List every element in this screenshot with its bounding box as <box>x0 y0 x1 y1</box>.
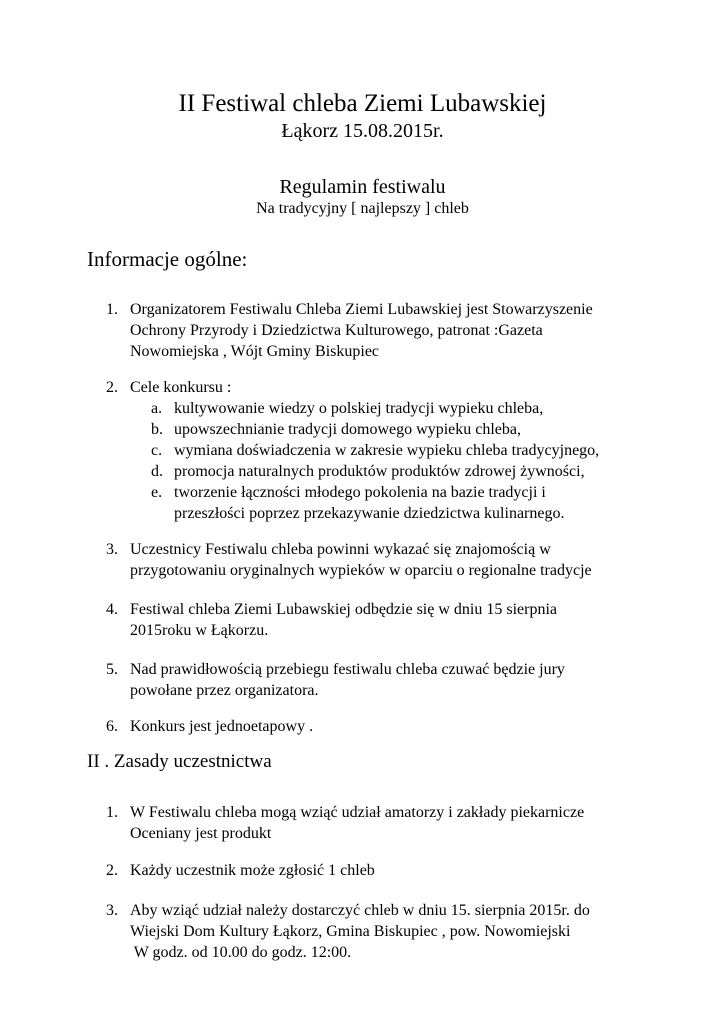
list-item-text: Wiejski Dom Kultury Łąkorz, Gmina Biskupiec , pow. Nowomiejski <box>130 923 571 940</box>
document-title: II Festiwal chleba Ziemi Lubawskiej <box>178 90 547 117</box>
sublist-item-text: przeszłości poprzez przekazywanie dziedzictwa kulinarnego. <box>174 505 565 522</box>
list-number: 1. <box>106 301 118 318</box>
sublist-item-text: promocja naturalnych produktów produktów zdrowej żywności, <box>174 463 585 480</box>
regulations-subtitle: Na tradycyjny [ najlepszy ] chleb <box>256 200 469 217</box>
sublist-letter: a. <box>151 400 163 417</box>
list-number: 2. <box>106 862 118 879</box>
list-item-text: Cele konkursu : <box>130 379 232 396</box>
sublist-letter: e. <box>151 484 163 501</box>
list-number: 2. <box>106 379 118 396</box>
list-number: 4. <box>106 601 118 618</box>
list-item-text: Organizatorem Festiwalu Chleba Ziemi Lubawskiej jest Stowarzyszenie <box>130 301 593 318</box>
document-date: Łąkorz 15.08.2015r. <box>281 120 444 142</box>
list-item-text: Nad prawidłowością przebiegu festiwalu chleba czuwać będzie jury <box>130 661 565 678</box>
list-number: 6. <box>106 718 118 735</box>
sublist-item-text: upowszechnianie tradycji domowego wypieku chleba, <box>174 421 521 438</box>
sublist-letter: c. <box>151 442 163 459</box>
list-item-text: Konkurs jest jednoetapowy . <box>130 718 314 735</box>
list-item-text: Każdy uczestnik może zgłosić 1 chleb <box>130 862 375 879</box>
list-item-text: Ochrony Przyrody i Dziedzictwa Kulturowego, patronat :Gazeta <box>130 322 543 339</box>
list-item-text: powołane przez organizatora. <box>130 682 319 699</box>
list-number: 5. <box>106 661 118 678</box>
list-item-text: 2015roku w Łąkorzu. <box>130 622 269 639</box>
list-item-text: Oceniany jest produkt <box>130 825 272 842</box>
list-number: 1. <box>106 804 118 821</box>
list-item-text: W godz. od 10.00 do godz. 12:00. <box>130 944 352 961</box>
list-item-text: Uczestnicy Festiwalu chleba powinni wykazać się znajomością w <box>130 541 551 558</box>
list-item-text: Festiwal chleba Ziemi Lubawskiej odbędzie się w dniu 15 sierpnia <box>130 601 557 618</box>
sublist-item-text: kultywowanie wiedzy o polskiej tradycji wypieku chleba, <box>174 400 544 417</box>
sublist-letter: d. <box>151 463 163 480</box>
sublist-letter: b. <box>151 421 163 438</box>
regulations-title: Regulamin festiwalu <box>279 176 446 198</box>
list-number: 3. <box>106 902 118 919</box>
sublist-item-text: tworzenie łączności młodego pokolenia na bazie tradycji i <box>174 484 546 501</box>
section-heading-general: Informacje ogólne: <box>87 247 248 271</box>
list-item-text: Aby wziąć udział należy dostarczyć chleb w dniu 15. sierpnia 2015r. do <box>130 902 590 919</box>
list-item-text: W Festiwalu chleba mogą wziąć udział amatorzy i zakłady piekarnicze <box>130 804 585 821</box>
sublist-item-text: wymiana doświadczenia w zakresie wypieku chleba tradycyjnego, <box>174 442 600 459</box>
list-item-text: Nowomiejska , Wójt Gminy Biskupiec <box>130 343 380 360</box>
section-heading-participation: II . Zasady uczestnictwa <box>87 751 272 772</box>
list-number: 3. <box>106 541 118 558</box>
list-item-text: przygotowaniu oryginalnych wypieków w oparciu o regionalne tradycje <box>130 562 592 579</box>
